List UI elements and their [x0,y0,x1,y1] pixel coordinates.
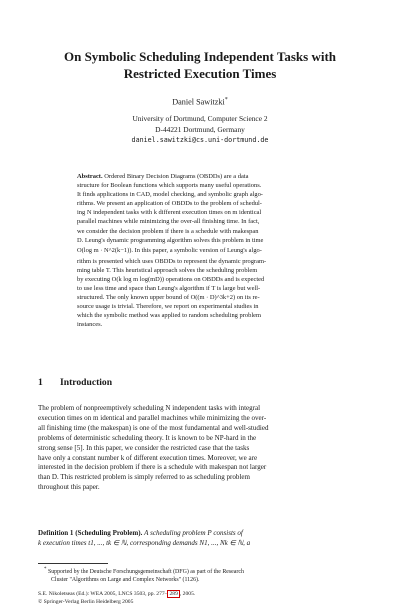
abstract-line: to use less time and space than Leung's algorithm if T is large but well- [77,285,261,293]
abstract-line: which the symbolic method was applied to random scheduling problem [77,312,261,320]
pubinfo-line-1-post: , 2005. [179,591,196,597]
footnote-line [44,566,362,576]
abstract-line: structure for Boolean functions which supports many useful operations. [77,182,262,190]
abstract-line: It finds applications in CAD, model checking, and symbolic graph algo- [77,191,263,199]
abstract-line: source usage is trivial. Therefore, we report on experimental studies in [77,303,259,311]
abstract-line: ing N independent tasks with k different execution times on m identical [77,209,262,217]
footnote-rule [38,563,108,564]
abstract-line-formula: O(log m · N^2(k−1)). In this paper, a symbolic version of Leung's algo- [77,246,262,254]
abstract-line: D. Leung's dynamic programming algorithm solves this problem in time [77,236,264,244]
pubinfo-line-1-pre: S.E. Nikoletseas (Ed.): WEA 2005, LNCS 3503, pp. 277– [38,591,168,597]
publication-info [38,591,362,607]
author-name-text: Daniel Sawitzki [172,97,225,107]
abstract-line: by executing O(k log m log(mD)) operations on OBDDs and is expected [77,275,265,283]
body-line: all finishing time (the makespan) is one of the most fundamental and well-studied [38,423,269,432]
author-footnote-mark[interactable]: * [224,97,228,103]
body-line: The problem of nonpreemptively scheduling N independent tasks with integral [38,404,261,412]
footnote-mark: * [44,567,47,572]
author-name [40,97,360,107]
body-line: have only a constant number k of different execution times. Moreover, we are [38,453,258,462]
footnote-line-1: Supported by the Deutsche Forschungsgemeinschaft (DFG) as part of the Research [47,568,244,575]
body-line: interested in the decision problem if there is a schedule with makespan not larger [38,463,267,472]
body-line: throughout this paper. [38,483,100,492]
abstract-line [77,172,326,181]
abstract-line-text: Ordered Binary Decision Diagrams (OBDDs) are a data [104,173,249,180]
body-line: execution times on m identical and parallel machines while minimizing the over- [38,413,267,422]
pubinfo-line-2: © Springer-Verlag Berlin Heidelberg 2005 [38,598,134,605]
affiliation [40,114,360,146]
author-email[interactable]: daniel.sawitzki@cs.uni-dortmund.de [131,136,269,144]
abstract-line: ming table T. This heuristical approach solves the scheduling problem [77,266,258,274]
abstract-line: parallel machines while minimizing the over-all finishing time. In fact, [77,218,260,226]
paper-title [40,48,360,82]
definition-1 [38,529,362,549]
affiliation-line-1: University of Dortmund, Computer Science 2 [132,114,268,123]
abstract-line: we consider the decision problem if there is a schedule with makespan [77,227,259,235]
footnote-line-2: Cluster "Algorithms on Large and Complex Networks" (1126). [51,577,200,584]
abstract-line: structured. The only known upper bound of O((m · D)^3k+2) on its re- [77,294,260,302]
title-line-2: Restricted Execution Times [123,66,277,81]
affiliation-line-2: D-44221 Dortmund, Germany [155,124,245,134]
pubinfo-line-1 [38,591,362,599]
definition-line [38,539,362,549]
abstract-line: instances. [77,321,103,329]
abstract-heading: Abstract. [77,173,103,180]
body-line: strong sense [5]. In this paper, we consider the restricted case that the tasks [38,443,250,452]
definition-line [38,529,362,539]
abstract-line: rithms. We present an application of OBDDs to the problem of schedul- [77,200,262,208]
section-title: Introduction [60,377,113,388]
title-line-1: On Symbolic Scheduling Independent Tasks with [63,49,337,64]
abstract-line: rithm is presented which uses OBDDs to represent the dynamic program- [77,257,267,265]
abstract [77,172,326,330]
introduction-text [38,404,362,493]
section-heading [38,377,112,388]
body-line: than D. This restricted problem is simply referred to as scheduling problem [38,473,251,482]
definition-text-2: k execution times t1, ..., tk ∈ ℕ, corresponding demands N1, ..., Nk ∈ ℕ, a [38,538,251,547]
page-link[interactable]: 289 [169,591,178,597]
section-number: 1 [38,377,43,388]
footnote [44,566,362,584]
definition-text: A scheduling problem P consists of [144,529,243,537]
definition-label: Definition 1 (Scheduling Problem). [38,529,143,537]
body-line: problems of deterministic scheduling theory. It is known to be NP-hard in the [38,433,257,442]
